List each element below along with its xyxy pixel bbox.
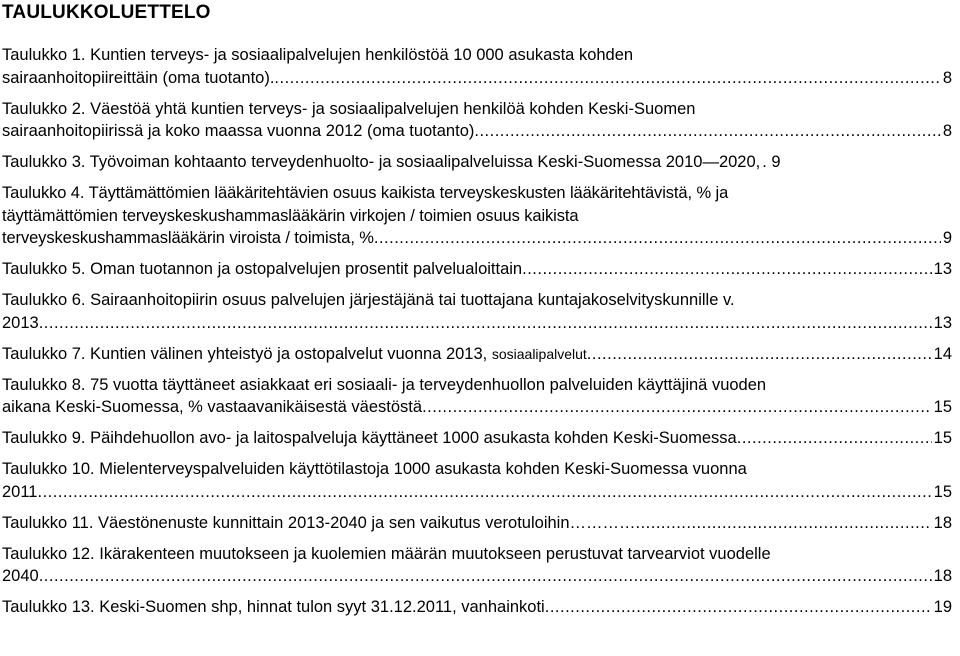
entry-text: 2040 <box>2 567 39 585</box>
toc-entry-1[interactable] <box>2 44 952 89</box>
leader-dots <box>39 565 932 588</box>
leader-dots <box>545 596 932 619</box>
toc-entry-13[interactable] <box>2 596 952 619</box>
leader-dots <box>422 396 932 419</box>
toc-entry-3[interactable] <box>2 151 952 174</box>
page-number: 18 <box>933 567 952 585</box>
entry-text: Väestöä yhtä kuntien terveys- ja sosiaalipalvelujen henkilöä kohden Keski-Suomen <box>90 99 696 118</box>
entry-text-small: sosiaalipalvelut <box>491 345 587 362</box>
entry-text: Ikärakenteen muutokseen ja kuolemien määrän muutokseen perustuvat tarvearviot vuodelle <box>99 544 771 563</box>
page-number: 9 <box>942 229 952 247</box>
entry-label: Taulukko 3. <box>2 153 86 171</box>
leader-dots <box>37 481 931 504</box>
entry-label: Taulukko 8. <box>2 375 86 394</box>
entry-text: Sairaanhoitopiirin osuus palvelujen järjestäjänä tai tuottajana kuntajakoselvityskunnille v. <box>90 291 735 309</box>
entry-text: sairaanhoitopiirissä ja koko maassa vuonna 2012 (oma tuotanto) <box>2 122 475 140</box>
toc-entry-11[interactable] <box>2 512 952 535</box>
toc-entry-10[interactable] <box>2 458 952 503</box>
entry-label: Taulukko 13. <box>2 598 95 616</box>
toc-entry-8[interactable] <box>2 374 952 419</box>
leader-dots <box>39 312 932 335</box>
page-number: 8 <box>942 122 952 140</box>
entry-text: Työvoiman kohtaanto terveydenhuolto- ja sosiaalipalveluissa Keski-Suomessa 2010—2020, <box>89 153 761 171</box>
entry-text: Päihdehuollon avo- ja laitospalveluja käyttäneet 1000 asukasta kohden Keski-Suomessa <box>90 429 737 447</box>
entry-text: 2013 <box>2 313 39 332</box>
leader-dots <box>636 512 932 535</box>
page-number: 13 <box>933 313 952 332</box>
leader-dots <box>587 343 932 366</box>
page-number: . 9 <box>762 153 781 171</box>
entry-text: Kuntien terveys- ja sosiaalipalvelujen henkilöstöä 10 000 asukasta kohden <box>90 46 634 64</box>
leader-dots <box>274 67 940 90</box>
entry-text: aikana Keski-Suomessa, % vastaavanikäisestä väestöstä <box>2 398 423 416</box>
leader-dots <box>522 258 932 281</box>
toc-entry-4[interactable] <box>2 182 952 250</box>
entry-text: Keski-Suomen shp, hinnat tulon syyt 31.12.2011, vanhainkoti <box>99 598 545 616</box>
entry-label: Taulukko 2. <box>2 99 86 118</box>
entry-text: Täyttämättömien lääkäritehtävien osuus kaikista terveyskeskusten lääkäritehtävistä, % ja <box>88 184 729 202</box>
page-number: 15 <box>933 482 952 501</box>
leader-dots <box>474 120 940 143</box>
toc-entry-9[interactable] <box>2 427 952 450</box>
entry-text: Mielenterveyspalveluiden käyttötilastoja 1000 asukasta kohden Keski-Suomessa vuonna <box>99 460 747 478</box>
entry-label: Taulukko 4. <box>2 184 85 202</box>
entry-label: Taulukko 10. <box>2 460 95 478</box>
toc-entry-2[interactable] <box>2 98 952 143</box>
entry-label: Taulukko 9. <box>2 429 86 447</box>
entry-label: Taulukko 12. <box>2 544 95 563</box>
entry-text: sairaanhoitopiireittäin (oma tuotanto). <box>2 68 275 87</box>
entry-label: Taulukko 1. <box>2 46 86 64</box>
entry-label: Taulukko 6. <box>2 291 86 309</box>
entry-label: Taulukko 7. <box>2 344 86 363</box>
toc-entry-12[interactable] <box>2 543 952 588</box>
page-number: 18 <box>933 513 952 532</box>
entry-text: terveyskeskushammaslääkärin viroista / toimista, % <box>2 229 374 247</box>
toc-heading: TAULUKKOLUETTELO <box>2 2 211 23</box>
toc-entry-6[interactable] <box>2 289 952 334</box>
entry-text: Oman tuotannon ja ostopalvelujen prosentit palvelualoittain <box>90 260 523 278</box>
entry-text: täyttämättömien terveyskeskushammaslääkärin virkojen / toimien osuus kaikista <box>2 206 579 225</box>
table-list <box>2 44 952 627</box>
toc-entry-5[interactable] <box>2 258 952 281</box>
entry-label: Taulukko 11. <box>2 513 94 532</box>
toc-entry-7[interactable] <box>2 343 952 366</box>
page-number: 14 <box>933 344 952 363</box>
entry-text: 75 vuotta täyttäneet asiakkaat eri sosiaali- ja terveydenhuollon palveluiden käyttäjinä vuoden <box>90 375 767 394</box>
entry-text: Kuntien välinen yhteistyö ja ostopalvelut vuonna 2013, <box>85 344 492 363</box>
page-number: 13 <box>933 260 952 278</box>
leader-dots <box>374 227 941 250</box>
entry-label: Taulukko 5. <box>2 260 86 278</box>
page-number: 15 <box>933 429 952 447</box>
page-number: 8 <box>942 68 952 87</box>
leader-dots <box>737 427 932 450</box>
page-number: 19 <box>933 598 952 616</box>
entry-text: 2011 <box>2 482 38 501</box>
page-number: 15 <box>933 398 952 416</box>
entry-text: Väestönenuste kunnittain 2013-2040 ja sen vaikutus verotuloihin………… <box>98 513 636 532</box>
